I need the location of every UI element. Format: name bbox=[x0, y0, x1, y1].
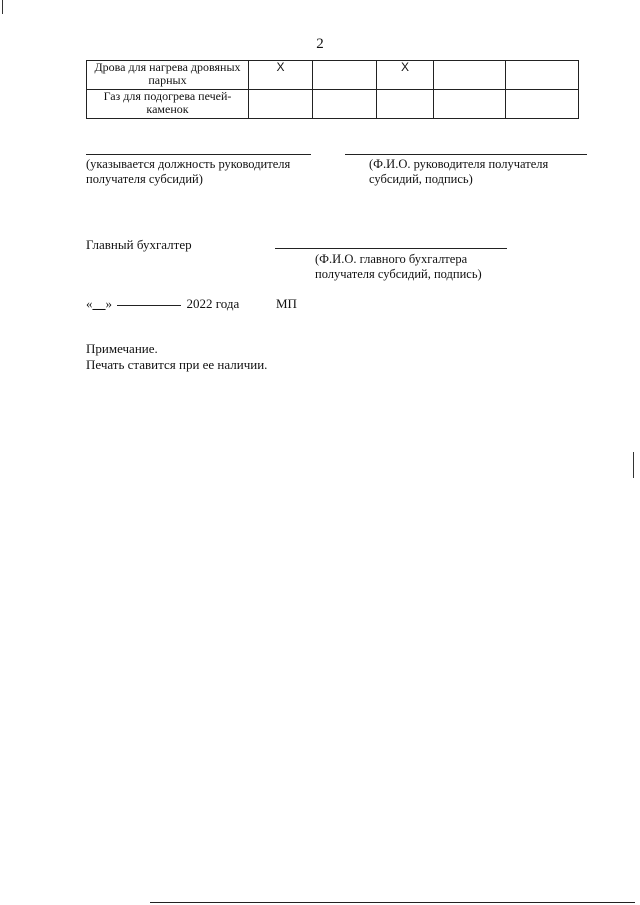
director-signature-line bbox=[345, 154, 587, 155]
table-cell bbox=[313, 61, 377, 90]
table-row bbox=[87, 61, 579, 90]
date-quote-close: » bbox=[105, 296, 112, 311]
note-heading: Примечание. bbox=[86, 341, 158, 356]
scan-edge-right bbox=[633, 452, 634, 478]
row-label: Дрова для нагрева дровяных парных bbox=[87, 61, 249, 90]
director-position-line bbox=[86, 154, 311, 155]
director-position-caption: (указывается должность руководителя получателя субсидий) bbox=[86, 157, 291, 186]
table-cell bbox=[434, 61, 506, 90]
page-number: 2 bbox=[316, 36, 324, 52]
director-name-caption: (Ф.И.О. руководителя получателя субсидий, подпись) bbox=[369, 157, 549, 186]
table-cell bbox=[249, 90, 313, 119]
date-month-blank bbox=[117, 305, 181, 306]
stamp-place: МП bbox=[276, 296, 297, 311]
chief-accountant-signature-line bbox=[275, 248, 507, 249]
date-day-blank: __ bbox=[92, 296, 106, 311]
note-text: Печать ставится при ее наличии. bbox=[86, 357, 268, 372]
date-year: 2022 года bbox=[186, 296, 240, 311]
table-row bbox=[87, 90, 579, 119]
table-cell: X bbox=[377, 61, 434, 90]
date-line bbox=[86, 296, 239, 312]
table-cell bbox=[506, 61, 579, 90]
scan-edge-left bbox=[2, 0, 3, 14]
chief-accountant-caption: (Ф.И.О. главного бухгалтера получателя субсидий, подпись) bbox=[315, 252, 482, 281]
table-cell bbox=[434, 90, 506, 119]
bottom-edge-line bbox=[150, 902, 635, 903]
table-cell bbox=[377, 90, 434, 119]
table-cell: X bbox=[249, 61, 313, 90]
table-cell bbox=[506, 90, 579, 119]
chief-accountant-label: Главный бухгалтер bbox=[86, 237, 192, 252]
date-quote-open: « bbox=[86, 296, 93, 311]
table-cell bbox=[313, 90, 377, 119]
row-label: Газ для подогрева печей-каменок bbox=[87, 90, 249, 119]
fuel-table bbox=[86, 60, 579, 119]
